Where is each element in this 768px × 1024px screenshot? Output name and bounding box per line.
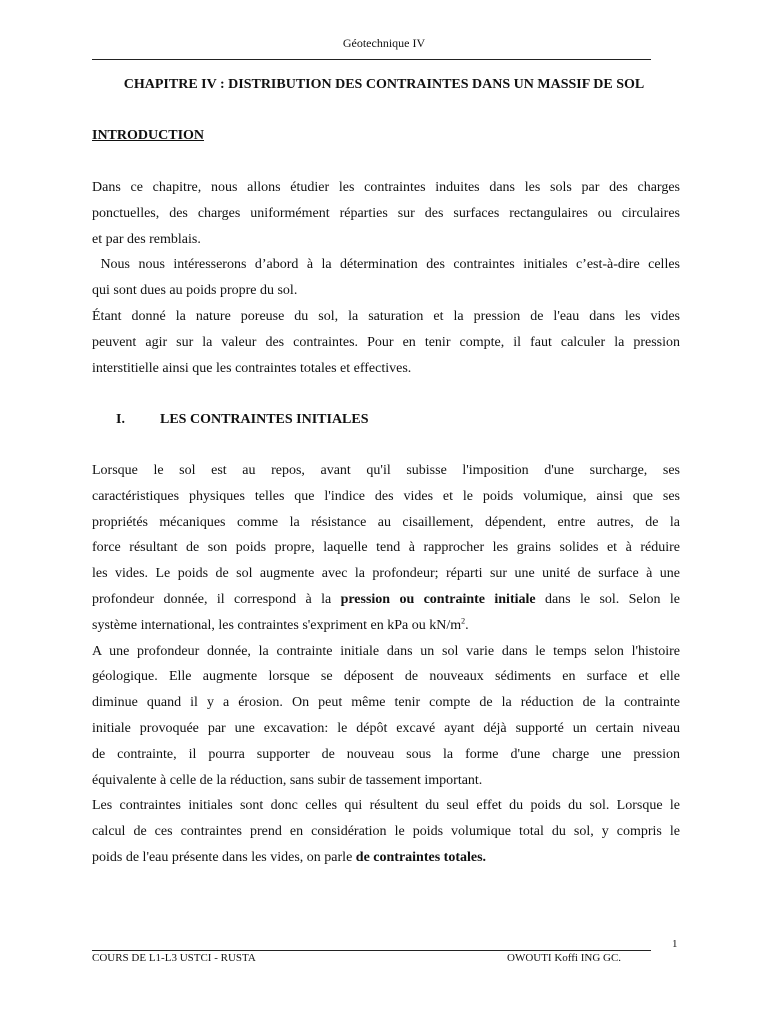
page-number: 1: [672, 938, 678, 950]
introduction-heading: INTRODUCTION: [92, 128, 205, 143]
text-line: [92, 613, 680, 639]
text-line: Dans ce chapitre, nous allons étudier les contraintes induites dans les sols par des charges: [92, 180, 680, 195]
text-line: ponctuelles, des charges uniformément réparties sur des surfaces rectangulaires ou circulaires: [92, 205, 680, 221]
section-number: I.: [116, 412, 125, 427]
text-line: caractéristiques physiques telles que l'indice des vides et le poids volumique, ainsi que ses: [92, 488, 680, 504]
text-run: poids de l'eau présente dans les vides, on parle: [92, 849, 356, 865]
text-line: interstitielle ainsi que les contraintes totales et effectives.: [92, 360, 412, 376]
footer-course: COURS DE L1-L3 USTCI - RUSTA: [92, 952, 256, 964]
footer-author: OWOUTI Koffi ING GC.: [507, 952, 622, 964]
header-rule: [92, 59, 651, 60]
text-line: Les contraintes initiales sont donc celles qui résultent du seul effet du poids du sol. Lorsque le: [92, 798, 680, 814]
text-line: [92, 587, 680, 613]
text-line: qui sont dues au poids propre du sol.: [92, 283, 298, 299]
text-line: de contrainte, il pourra supporter de nouveau sous la forme d'une charge une pression: [92, 746, 680, 762]
footer-rule: [92, 950, 651, 951]
bold-term: de contraintes totales.: [355, 849, 487, 865]
text-line: initiale provoquée par une excavation: le dépôt excavé ayant déjà supporté un certain niveau: [92, 720, 680, 736]
text-line: propriétés mécaniques comme la résistance au cisaillement, dépendent, entre autres, de la: [92, 514, 680, 530]
superscript: 2: [461, 616, 466, 626]
section1-body: [92, 458, 680, 871]
chapter-title: CHAPITRE IV : DISTRIBUTION DES CONTRAINTES DANS UN MASSIF DE SOL: [123, 77, 645, 92]
text-line: peuvent agir sur la valeur des contraintes. Pour en tenir compte, il faut calculer la pression: [92, 334, 680, 350]
text-line: Lorsque le sol est au repos, avant qu'il subisse l'imposition d'une surcharge, ses: [92, 463, 680, 478]
text-line: force résultant de son poids propre, laquelle tend à rapprocher les grains solides et à réduire: [92, 540, 680, 556]
text-line: A une profondeur donnée, la contrainte initiale dans un sol varie dans le temps selon l'histoire: [92, 643, 680, 659]
text-line: les vides. Le poids de sol augmente avec la profondeur; réparti sur une unité de surface à une: [92, 566, 680, 582]
text-line: Nous nous intéresserons d’abord à la détermination des contraintes initiales c’est-à-dire celles: [92, 257, 680, 273]
running-header: Géotechnique IV: [342, 36, 426, 50]
text-line: Étant donné la nature poreuse du sol, la saturation et la pression de l'eau dans les vides: [92, 308, 680, 324]
text-line: géologique. Elle augmente lorsque se déposent de nouveaux sédiments en surface et elle: [92, 669, 680, 685]
text-run: système international, les contraintes s'expriment en kPa ou kN/m: [92, 617, 462, 633]
text-run: dans le sol. Selon le: [535, 591, 680, 607]
intro-paragraph-1: [92, 175, 680, 381]
text-line: diminue quand il y a érosion. On peut même tenir compte de la réduction de la contrainte: [92, 695, 680, 711]
text-line: calcul de ces contraintes prend en considération le poids volumique total du sol, y compris le: [92, 824, 680, 840]
text-line: [92, 845, 680, 871]
text-line: et par des remblais.: [92, 231, 201, 247]
section-title: LES CONTRAINTES INITIALES: [160, 412, 369, 427]
bold-term: pression ou contrainte initiale: [340, 591, 536, 607]
text-run: profondeur donnée, il correspond à la: [92, 591, 341, 607]
text-run: .: [465, 617, 469, 633]
text-line: équivalente à celle de la réduction, sans subir de tassement important.: [92, 772, 483, 788]
